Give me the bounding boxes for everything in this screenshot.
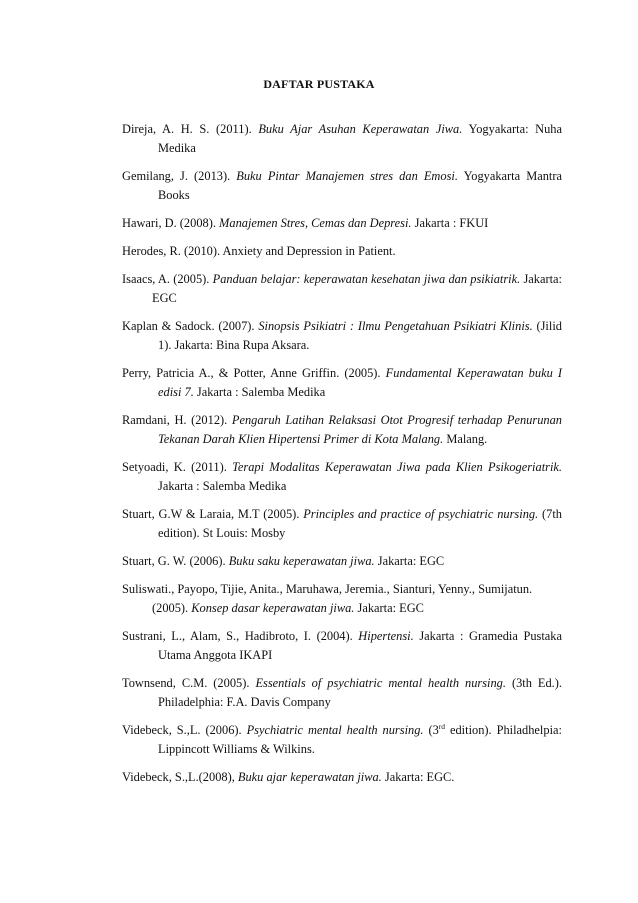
reference-entry [122, 364, 562, 402]
reference-author: Herodes, R. (2010). Anxiety and Depression in Patient. [122, 244, 396, 258]
reference-author: Townsend, C.M. (2005). [122, 676, 250, 690]
reference-title: Konsep dasar keperawatan jiwa. [191, 601, 355, 615]
reference-entry [122, 317, 562, 355]
reference-entry [122, 674, 562, 712]
reference-publisher: (7th edition). St Louis: Mosby [158, 507, 562, 540]
reference-author: Sustrani, L., Alam, S., Hadibroto, I. (2004). [122, 629, 353, 643]
reference-title: Principles and practice of psychiatric nursing. [303, 507, 539, 521]
reference-author: Setyoadi, K. (2011). [122, 460, 227, 474]
reference-entry [122, 411, 562, 449]
reference-title: Manajemen Stres, Cemas dan Depresi. [219, 216, 412, 230]
reference-title: Fundamental Keperawatan buku I edisi 7. [158, 366, 562, 399]
reference-entry [122, 214, 562, 233]
reference-entry [122, 721, 562, 759]
reference-title: Buku Ajar Asuhan Keperawatan Jiwa. [258, 122, 463, 136]
reference-list [122, 120, 562, 796]
reference-author: Isaacs, A. (2005). [122, 272, 210, 286]
reference-publisher: Yogyakarta: Nuha Medika [158, 122, 563, 155]
reference-author: Videbeck, S.,L.(2008), [122, 770, 235, 784]
reference-title: Buku saku keperawatan jiwa. [228, 554, 375, 568]
reference-publisher: Yogyakarta Mantra Books [158, 169, 562, 202]
reference-publisher: Jakarta : FKUI [414, 216, 489, 230]
reference-author: Perry, Patricia A., & Potter, Anne Griffin. (2005). [122, 366, 381, 380]
reference-entry [122, 167, 562, 205]
reference-title: Buku ajar keperawatan jiwa. [237, 770, 382, 784]
reference-entry [122, 242, 562, 261]
reference-author: Videbeck, S.,L. (2006). [122, 723, 242, 737]
reference-publisher: Jakarta: EGC [152, 272, 562, 305]
reference-author: Stuart, G.W & Laraia, M.T (2005). [122, 507, 300, 521]
page-title: DAFTAR PUSTAKA [263, 77, 375, 91]
reference-publisher: edition). Philadhelpia: Lippincott Williams & Wilkins. [158, 723, 562, 756]
reference-author: Gemilang, J. (2013). [122, 169, 231, 183]
reference-title: Panduan belajar: keperawatan kesehatan jiwa dan psikiatrik. [212, 272, 521, 286]
reference-publisher: Jakarta: EGC [357, 601, 424, 615]
reference-entry [122, 270, 562, 308]
reference-title: Buku Pintar Manajemen stres dan Emosi. [236, 169, 458, 183]
reference-entry [122, 458, 562, 496]
reference-title: Hipertensi. [358, 629, 414, 643]
reference-publisher: (3th Ed.). Philadelphia: F.A. Davis Company [158, 676, 562, 709]
reference-author: Kaplan & Sadock. (2007). [122, 319, 255, 333]
reference-title: Essentials of psychiatric mental health nursing. [255, 676, 506, 690]
reference-edition-superscript: rd [438, 721, 446, 731]
reference-publisher: Jakarta : Gramedia Pustaka Utama Anggota IKAPI [158, 629, 562, 662]
reference-entry [122, 627, 562, 665]
reference-entry [122, 505, 562, 543]
reference-title: Sinopsis Psikiatri : Ilmu Pengetahuan Psikiatri Klinis. [258, 319, 533, 333]
reference-entry [122, 552, 562, 571]
reference-author: Ramdani, H. (2012). [122, 413, 228, 427]
reference-author: Direja, A. H. S. (2011). [122, 122, 252, 136]
reference-edition: (3 [428, 723, 439, 737]
reference-publisher: Jakarta : Salemba Medika [158, 479, 287, 493]
reference-publisher: Jakarta : Salemba Medika [196, 385, 326, 399]
reference-author: Stuart, G. W. (2006). [122, 554, 226, 568]
reference-entry [122, 580, 562, 618]
reference-title: Terapi Modalitas Keperawatan Jiwa pada Klien Psikogeriatrik. [232, 460, 562, 474]
reference-title: Psychiatric mental health nursing. [246, 723, 424, 737]
reference-publisher: (Jilid 1). Jakarta: Bina Rupa Aksara. [158, 319, 562, 352]
reference-author: Hawari, D. (2008). [122, 216, 216, 230]
reference-publisher: Malang. [446, 432, 488, 446]
reference-title: Pengaruh Latihan Relaksasi Otot Progresif terhadap Penurunan Tekanan Darah Klien Hipertensi Primer di Kota Malang. [158, 413, 562, 446]
reference-publisher: Jakarta: EGC [377, 554, 445, 568]
reference-publisher: Jakarta: EGC. [384, 770, 455, 784]
reference-author: Suliswati., Payopo, Tijie, Anita., Maruhawa, Jeremia., Sianturi, Yenny., Sumijatun. (2005). [122, 582, 533, 615]
reference-entry [122, 120, 562, 158]
reference-entry [122, 768, 562, 787]
